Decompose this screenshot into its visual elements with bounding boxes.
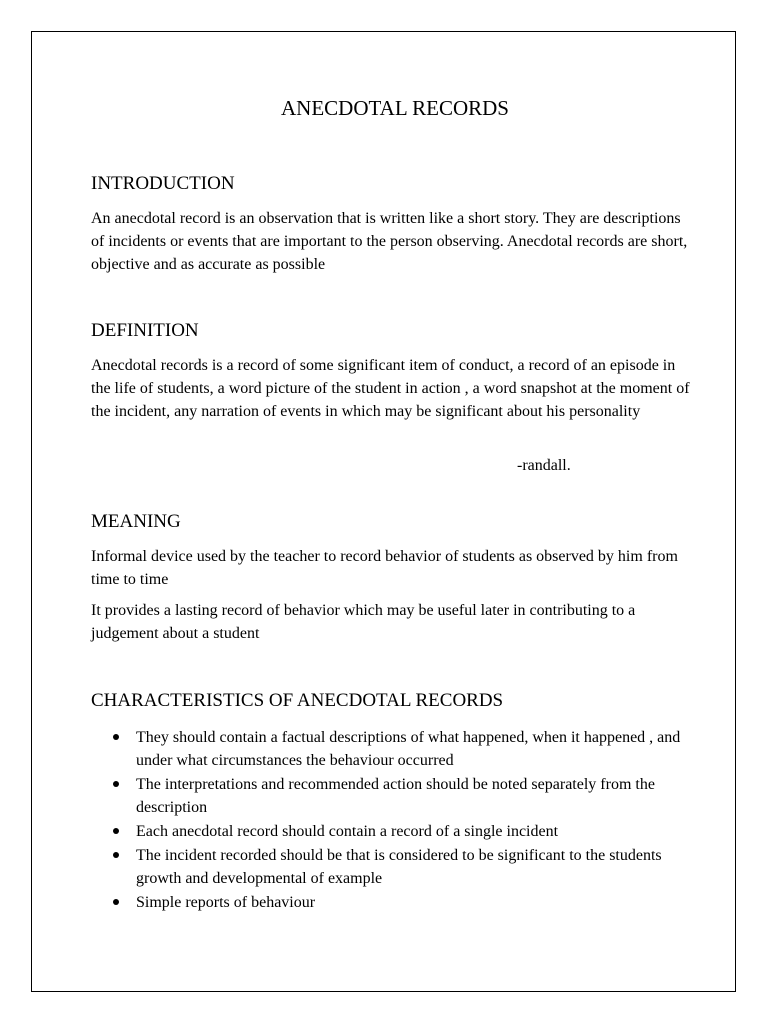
bullet-icon: [113, 734, 119, 740]
introduction-heading: INTRODUCTION: [91, 173, 235, 194]
list-item: [91, 773, 691, 819]
definition-heading: DEFINITION: [91, 320, 199, 341]
list-item-text: The incident recorded should be that is considered to be significant to the students growth and developmental of example: [136, 847, 662, 887]
meaning-paragraph-2: It provides a lasting record of behavior which may be useful later in contributing to a judgement about a student: [91, 602, 636, 642]
bullet-icon: [113, 899, 119, 905]
list-item: [91, 726, 691, 772]
meaning-heading: MEANING: [91, 511, 181, 532]
bullet-icon: [113, 781, 119, 787]
bullet-icon: [113, 852, 119, 858]
list-item-text: The interpretations and recommended action should be noted separately from the description: [136, 776, 655, 816]
list-item-text: They should contain a factual descriptions of what happened, when it happened , and under what circumstances the behaviour occurred: [136, 729, 681, 769]
list-item-text: Each anecdotal record should contain a record of a single incident: [136, 823, 559, 840]
introduction-paragraph: An anecdotal record is an observation that is written like a short story. They are descriptions of incidents or events that are important to the person observing. Anecdotal records are short, objective and as accurate as possible: [91, 210, 688, 273]
bullet-icon: [113, 828, 119, 834]
definition-paragraph: Anecdotal records is a record of some significant item of conduct, a record of an episode in the life of students, a word picture of the student in action , a word snapshot at the moment of the incident, any narration of events in which may be significant about his personality: [91, 357, 690, 420]
list-item: [91, 891, 691, 914]
list-item-text: Simple reports of behaviour: [136, 894, 316, 911]
definition-attribution: -randall.: [517, 457, 571, 474]
characteristics-heading: CHARACTERISTICS OF ANECDOTAL RECORDS: [91, 690, 504, 711]
document-title: ANECDOTAL RECORDS: [281, 96, 509, 120]
meaning-paragraph-1: Informal device used by the teacher to record behavior of students as observed by him from time to time: [91, 548, 678, 588]
list-item: [91, 820, 691, 843]
characteristics-list: [91, 726, 691, 915]
list-item: [91, 844, 691, 890]
